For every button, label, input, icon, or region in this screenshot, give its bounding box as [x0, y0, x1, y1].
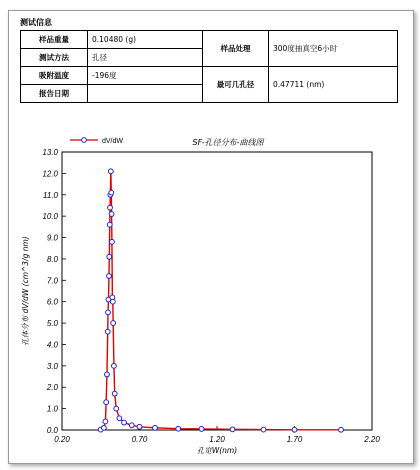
data-point	[105, 372, 110, 377]
data-point	[153, 425, 158, 430]
y-axis-label: 孔体分布 dV/dW (cm^3/g nm)	[21, 236, 30, 346]
legend	[70, 138, 123, 145]
data-point	[107, 254, 112, 259]
data-point	[292, 427, 297, 432]
most-probable-pore-value: 0.47711 (nm)	[269, 67, 398, 103]
data-point	[199, 427, 204, 432]
adsorption-temp-label: 吸附温度	[21, 67, 88, 85]
data-point	[111, 321, 116, 326]
most-probable-pore-label: 最可几孔径	[203, 67, 269, 103]
data-point	[103, 419, 108, 424]
series-line	[101, 171, 341, 430]
sample-treatment-label: 样品处理	[203, 31, 269, 67]
adsorption-temp-value: -196度	[88, 67, 203, 85]
data-point	[129, 423, 134, 428]
sample-treatment-value: 300度抽真空6小时	[269, 31, 398, 67]
y-tick-label: 9.0	[46, 233, 58, 243]
sample-weight-label: 样品重量	[21, 31, 88, 49]
report-date-label: 报告日期	[21, 85, 88, 103]
y-tick-label: 1.0	[46, 404, 58, 414]
x-tick-label: 0.20	[54, 435, 70, 444]
chart-title: SF-孔径分布-曲线图	[192, 138, 264, 147]
y-tick-label: 4.0	[46, 340, 58, 350]
x-tick-label: 2.20	[364, 435, 380, 444]
data-point	[108, 169, 113, 174]
x-tick-label: 0.70	[131, 435, 148, 444]
data-point	[339, 427, 344, 432]
data-point	[104, 400, 109, 405]
data-point	[109, 212, 114, 217]
x-tick-label: 1.70	[286, 435, 303, 444]
data-point	[101, 425, 106, 430]
data-point	[105, 329, 110, 334]
data-point	[110, 299, 115, 304]
test-info-table	[20, 30, 398, 103]
data-point	[230, 427, 235, 432]
legend-marker	[82, 138, 87, 143]
y-tick-label: 3.0	[46, 361, 58, 371]
pore-size-chart	[0, 120, 420, 460]
y-tick-label: 13.0	[42, 148, 58, 157]
data-point	[107, 274, 112, 279]
table-row	[21, 67, 398, 85]
series-markers	[98, 169, 343, 432]
y-tick-label: 12.0	[42, 169, 58, 179]
data-point	[108, 205, 113, 210]
data-point	[110, 239, 115, 244]
data-point	[114, 406, 119, 411]
y-tick-label: 11.0	[43, 190, 58, 200]
sample-weight-value: 0.10480 (g)	[88, 31, 203, 49]
data-point	[107, 222, 112, 227]
data-point	[112, 363, 117, 368]
data-point	[117, 416, 122, 421]
x-axis-label: 孔宽W(nm)	[196, 446, 238, 455]
test-method-value: 孔径	[88, 49, 203, 67]
y-tick-label: 2.0	[46, 383, 58, 393]
data-point	[261, 427, 266, 432]
report-date-value	[88, 85, 203, 103]
y-tick-label: 6.0	[46, 297, 58, 307]
data-point	[112, 391, 117, 396]
section-title: 测试信息	[20, 18, 52, 27]
test-method-label: 测试方法	[21, 49, 88, 67]
x-tick-label: 1.20	[209, 435, 225, 444]
y-tick-label: 7.0	[46, 276, 58, 286]
data-point	[106, 310, 111, 315]
y-tick-label: 5.0	[46, 319, 58, 329]
legend-label: dV/dW	[102, 138, 124, 145]
table-row	[21, 31, 398, 49]
data-point	[176, 426, 181, 431]
y-tick-label: 0.0	[46, 426, 58, 435]
y-tick-label: 8.0	[46, 254, 58, 264]
data-point	[122, 420, 127, 425]
data-point	[137, 424, 142, 429]
data-point	[109, 190, 114, 195]
y-tick-label: 10.0	[42, 212, 58, 222]
